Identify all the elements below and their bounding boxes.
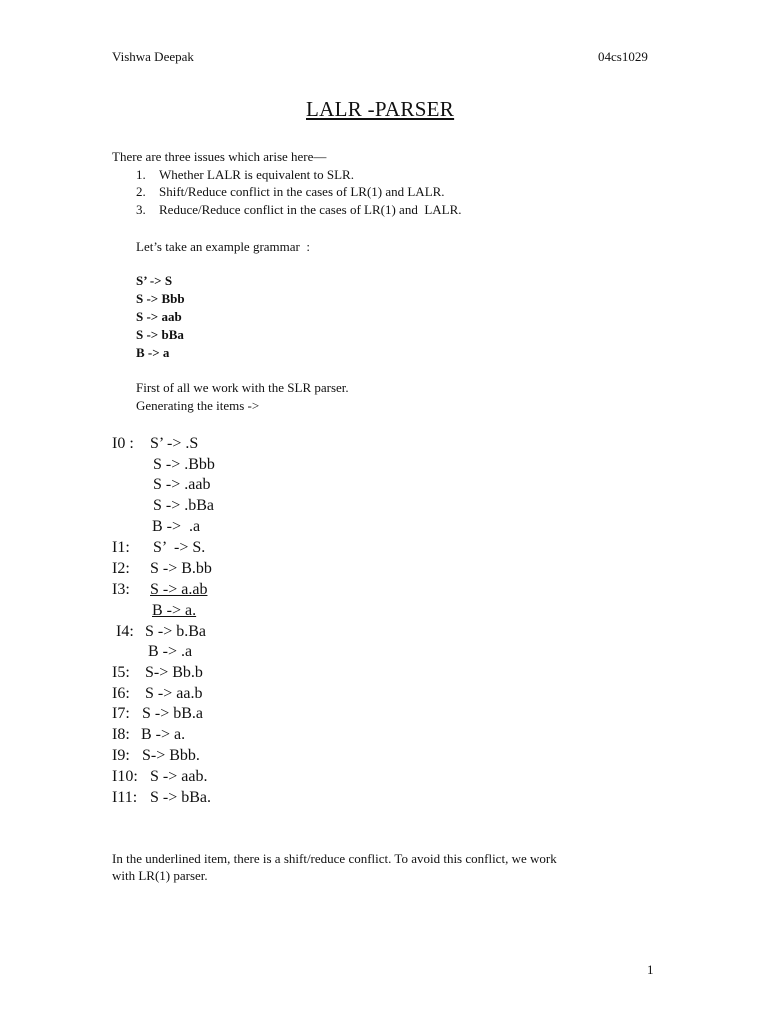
item-label-i4: I4: xyxy=(116,623,134,640)
issue-3-number: 3. xyxy=(136,202,146,217)
issue-3-text: Reduce/Reduce conflict in the cases of LR(1) and LALR. xyxy=(159,202,462,217)
example-intro: Let’s take an example grammar : xyxy=(136,239,310,254)
item-i0-production: S -> .aab xyxy=(153,476,211,493)
conclusion-line: In the underlined item, there is a shift/reduce conflict. To avoid this conflict, we work xyxy=(112,851,557,866)
grammar-rule: S -> bBa xyxy=(136,327,184,342)
item-i8-production: B -> a. xyxy=(141,726,186,743)
grammar-rule: S -> aab xyxy=(136,309,182,324)
issue-2-text: Shift/Reduce conflict in the cases of LR(1) and LALR. xyxy=(159,184,445,199)
item-label-i3: I3: xyxy=(112,581,130,598)
item-label-i5: I5: xyxy=(112,664,130,681)
item-i9-production: S-> Bbb. xyxy=(142,747,200,764)
item-label-i9: I9: xyxy=(112,747,130,764)
item-label-i1: I1: xyxy=(112,539,130,556)
item-label-i0: I0 : xyxy=(112,435,134,452)
item-i4-production: B -> .a xyxy=(148,643,193,660)
header-roll-number: 04cs1029 xyxy=(598,49,648,64)
grammar-rule: B -> a xyxy=(136,345,170,360)
item-i10-production: S -> aab. xyxy=(150,768,208,785)
issue-1-text: Whether LALR is equivalent to SLR. xyxy=(159,167,354,182)
item-i4-production: S -> b.Ba xyxy=(145,623,207,640)
intro-text: There are three issues which arise here— xyxy=(112,149,327,164)
grammar-rule: S’ -> S xyxy=(136,273,173,288)
item-label-i6: I6: xyxy=(112,685,130,702)
item-label-i7: I7: xyxy=(112,705,130,722)
item-i7-production: S -> bB.a xyxy=(142,705,204,722)
item-label-i2: I2: xyxy=(112,560,130,577)
item-i5-production: S-> Bb.b xyxy=(145,664,203,681)
item-i6-production: S -> aa.b xyxy=(145,685,203,702)
item-i2-production: S -> B.bb xyxy=(150,560,212,577)
issue-1-number: 1. xyxy=(136,167,146,182)
issue-2-number: 2. xyxy=(136,184,146,199)
item-i0-production: S -> .Bbb xyxy=(153,456,215,473)
header-author: Vishwa Deepak xyxy=(112,49,194,64)
item-i0-production: S -> .bBa xyxy=(153,497,215,514)
slr-intro-line: Generating the items -> xyxy=(136,398,260,413)
conclusion-line: with LR(1) parser. xyxy=(112,868,208,883)
item-i3-production-underlined: S -> a.ab xyxy=(150,581,208,598)
item-label-i8: I8: xyxy=(112,726,130,743)
item-i0-production: S’ -> .S xyxy=(150,435,199,452)
slr-intro-line: First of all we work with the SLR parser. xyxy=(136,380,349,395)
item-i0-production: B -> .a xyxy=(152,518,201,535)
item-i1-production: S’ -> S. xyxy=(153,539,206,556)
page-title: LALR -PARSER xyxy=(306,97,455,121)
item-i11-production: S -> bBa. xyxy=(150,789,212,806)
item-i3-production-underlined: B -> a. xyxy=(152,602,197,619)
item-label-i11: I11: xyxy=(112,789,138,806)
page-number: 1 xyxy=(647,962,654,977)
item-label-i10: I10: xyxy=(112,768,138,785)
grammar-rule: S -> Bbb xyxy=(136,291,185,306)
